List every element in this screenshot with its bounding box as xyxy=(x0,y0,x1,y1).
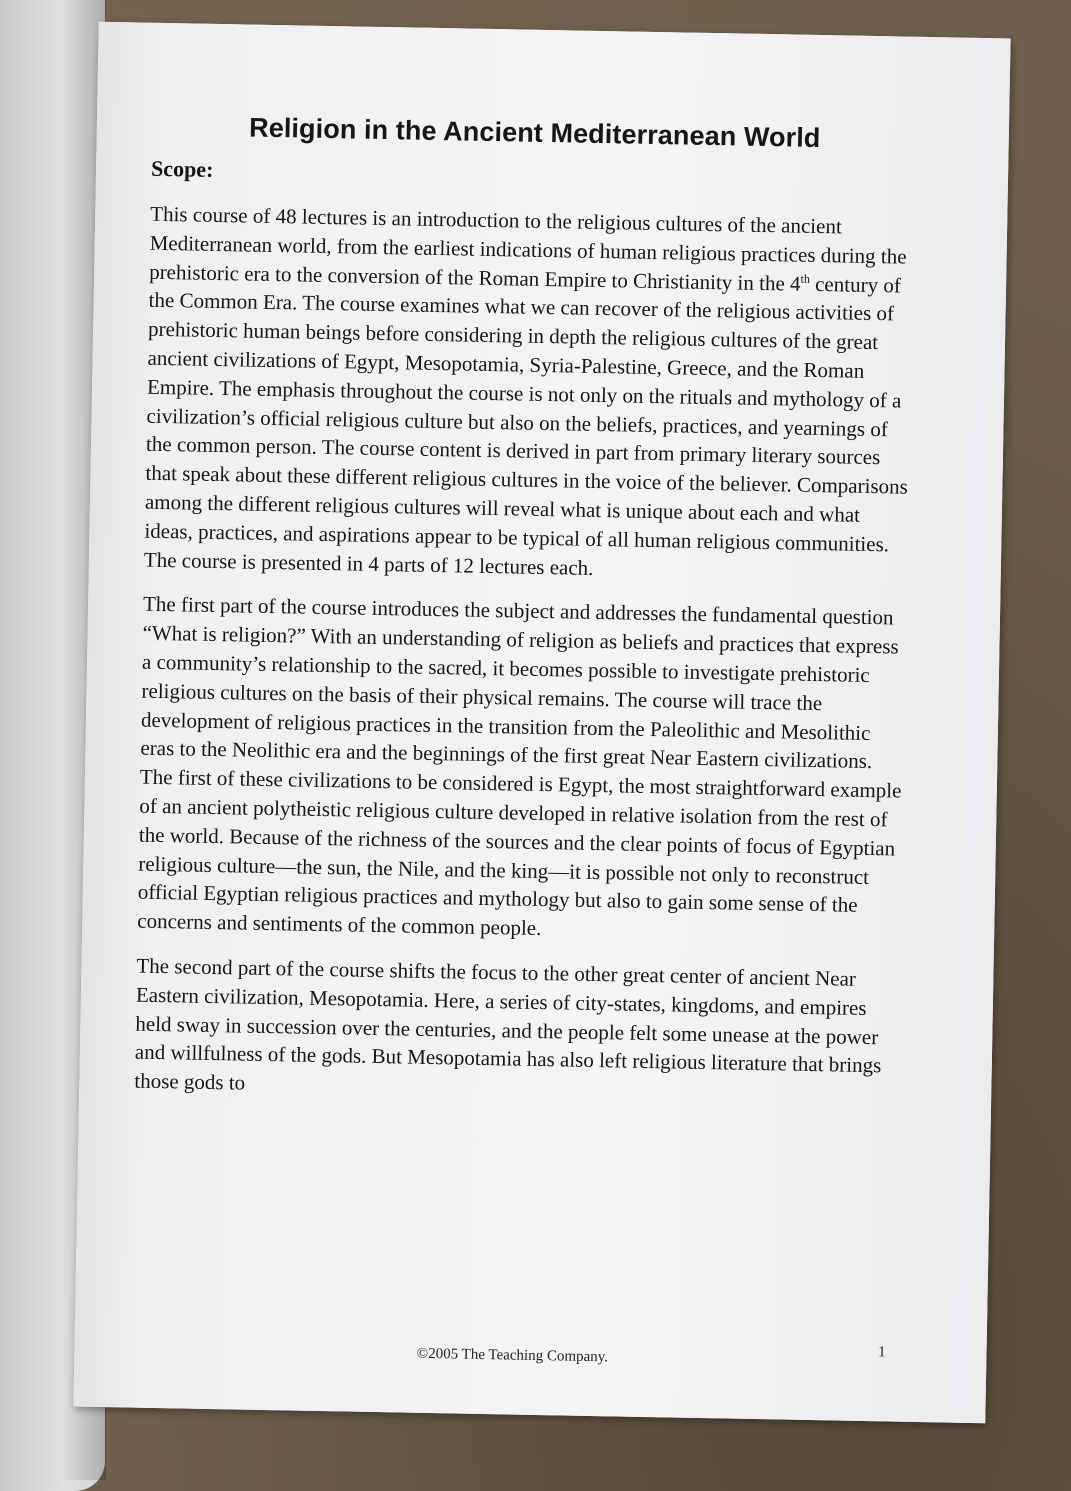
paragraph-3: The second part of the course shifts the focus to the other great center of ancient Near Eastern civilization, Mesopotamia. Here, a series of city-states, kingdoms, and empires held sway in succession over the centuries, and the people felt some unease at the power and willfulness of the gods. But Mesopotamia has also left religious literature that brings those gods to xyxy=(134,953,882,1095)
paragraph-1-text-start: This course of 48 lectures is an introduction to the religious cultures of the ancient Mediterranean world, from the earliest indications of human religious practices during the prehistoric era to the conversion of the Roman Empire to Christianity in the 4 xyxy=(148,201,907,296)
page-content xyxy=(134,111,918,1126)
section-heading: Scope: xyxy=(150,155,214,182)
paragraph-1 xyxy=(144,200,917,588)
document-title: Religion in the Ancient Mediterranean World xyxy=(248,112,821,154)
paragraph-1-text-end: century of the Common Era. The course examines what we can recover of the religious activities of prehistoric human beings before considering in depth the religious cultures of the great ancient civilizations of Egypt, Mesopotamia, Syria-Palestine, Greece, and the Roman Empire. The emphasis throughout the course is not only on the rituals and mythology of a civilization’s official religious culture but also on the beliefs, practices, and yearnings of the common person. The course content is derived in part from primary literary sources that speak about these different religious cultures in the voice of the believer. Comparisons among the different religious cultures will reveal what is unique about each and what ideas, practices, and aspirations appear to be typical of all human religious communities. The course is presented in 4 parts of 12 lectures each. xyxy=(143,271,909,580)
copyright-notice: ©2005 The Teaching Company. xyxy=(416,1345,609,1366)
superscript-ordinal: th xyxy=(800,271,811,286)
document-page xyxy=(73,22,1010,1423)
page-footer xyxy=(129,1341,895,1372)
page-number: 1 xyxy=(877,1344,886,1361)
paragraph-2: The first part of the course introduces the subject and addresses the fundamental question “What is religion?” With an understanding of religion as beliefs and practices that express a community’s relationship to the sacred, it becomes possible to investigate prehistoric religious cultures on the basis of their physical remains. The course will trace the development of religious practices in the transition from the Paleolithic and Mesolithic eras to the Neolithic era and the beginnings of the first great Near Eastern civilizations. The first of these civilizations to be considered is Egypt, the most straightforward example of an ancient polytheistic religious culture developed in relative isolation from the rest of the world. Because of the richness of the sources and the clear points of focus of Egyptian religious culture—the sun, the Nile, and the king—it is possible not only to reconstruct official Egyptian religious practices and mythology but also to gain some sense of the concerns and sentiments of the common people. xyxy=(137,592,902,941)
